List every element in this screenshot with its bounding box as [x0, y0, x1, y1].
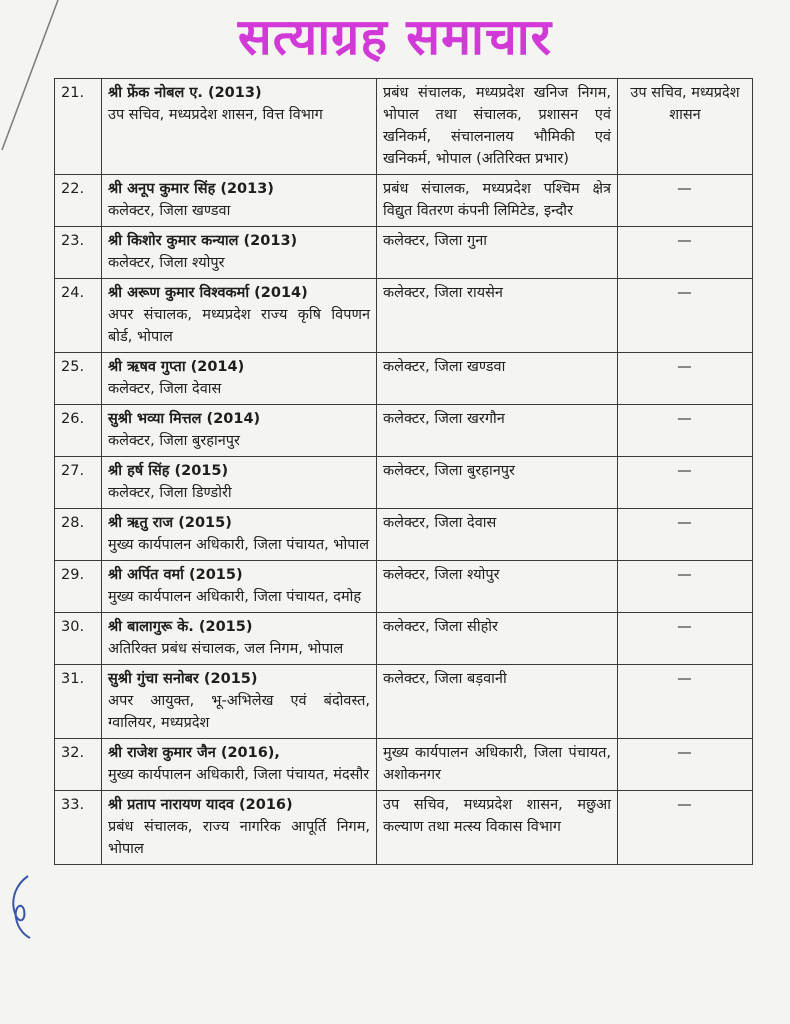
- new-posting: कलेक्टर, जिला गुना: [383, 233, 488, 249]
- serial-number-cell: [55, 279, 102, 353]
- remark: —: [677, 463, 693, 479]
- officer-name: श्री प्रताप नारायण यादव (2016): [108, 797, 293, 813]
- remark-cell: [618, 353, 753, 405]
- new-posting-cell: [377, 405, 618, 457]
- officer-cell: [102, 509, 377, 561]
- table-row: [55, 561, 753, 613]
- officer-cell: [102, 353, 377, 405]
- officer-name: श्री बालागुरू के. (2015): [108, 619, 253, 635]
- officer-cell: [102, 739, 377, 791]
- serial-number-cell: [55, 509, 102, 561]
- remark-cell: [618, 457, 753, 509]
- serial-number: 22.: [61, 181, 85, 197]
- officer-name: श्री ऋतु राज (2015): [108, 515, 232, 531]
- table-row: [55, 665, 753, 739]
- serial-number: 29.: [61, 567, 85, 583]
- officer-cell: [102, 175, 377, 227]
- page-title: सत्याग्रह समाचार: [237, 8, 553, 66]
- remark-cell: [618, 279, 753, 353]
- serial-number-cell: [55, 613, 102, 665]
- new-posting-cell: [377, 561, 618, 613]
- remark-cell: [618, 79, 753, 175]
- previous-posting: कलेक्टर, जिला बुरहानपुर: [108, 433, 240, 449]
- officer-name: श्री अर्पित वर्मा (2015): [108, 567, 243, 583]
- remark-cell: [618, 739, 753, 791]
- officer-name: श्री अरूण कुमार विश्वकर्मा (2014): [108, 285, 308, 301]
- previous-posting: मुख्य कार्यपालन अधिकारी, जिला पंचायत, भोपाल: [108, 537, 370, 553]
- table-row: [55, 405, 753, 457]
- new-posting: कलेक्टर, जिला बुरहानपुर: [383, 463, 515, 479]
- previous-posting: कलेक्टर, जिला डिण्डोरी: [108, 485, 232, 501]
- table-row: [55, 175, 753, 227]
- transfer-table: [54, 78, 752, 865]
- previous-posting: कलेक्टर, जिला देवास: [108, 381, 222, 397]
- table-row: [55, 353, 753, 405]
- remark-cell: [618, 175, 753, 227]
- new-posting-cell: [377, 665, 618, 739]
- officer-cell: [102, 561, 377, 613]
- serial-number-cell: [55, 561, 102, 613]
- remark-cell: [618, 227, 753, 279]
- remark-cell: [618, 665, 753, 739]
- new-posting-cell: [377, 79, 618, 175]
- remark: —: [677, 515, 693, 531]
- new-posting-cell: [377, 227, 618, 279]
- serial-number-cell: [55, 175, 102, 227]
- new-posting-cell: [377, 509, 618, 561]
- pen-mark-icon: [6, 872, 34, 942]
- new-posting: मुख्य कार्यपालन अधिकारी, जिला पंचायत, अशोकनगर: [383, 745, 611, 783]
- previous-posting: मुख्य कार्यपालन अधिकारी, जिला पंचायत, दमोह: [108, 589, 362, 605]
- remark: —: [677, 359, 693, 375]
- new-posting-cell: [377, 175, 618, 227]
- serial-number: 31.: [61, 671, 85, 687]
- officer-name: सुश्री गुंचा सनोबर (2015): [108, 671, 258, 687]
- previous-posting: अपर आयुक्त, भू-अभिलेख एवं बंदोवस्त, ग्वालियर, मध्यप्रदेश: [108, 693, 370, 731]
- previous-posting: अपर संचालक, मध्यप्रदेश राज्य कृषि विपणन बोर्ड, भोपाल: [108, 307, 370, 345]
- remark-cell: [618, 561, 753, 613]
- new-posting-cell: [377, 353, 618, 405]
- officer-cell: [102, 665, 377, 739]
- officer-name: श्री फ्रेंक नोबल ए. (2013): [108, 85, 262, 101]
- previous-posting: उप सचिव, मध्यप्रदेश शासन, वित्त विभाग: [108, 107, 323, 123]
- table-row: [55, 227, 753, 279]
- new-posting-cell: [377, 279, 618, 353]
- remark: —: [677, 567, 693, 583]
- previous-posting: कलेक्टर, जिला श्योपुर: [108, 255, 225, 271]
- serial-number: 27.: [61, 463, 85, 479]
- serial-number-cell: [55, 353, 102, 405]
- serial-number: 33.: [61, 797, 85, 813]
- officer-cell: [102, 405, 377, 457]
- remark: —: [677, 619, 693, 635]
- serial-number-cell: [55, 791, 102, 865]
- serial-number-cell: [55, 665, 102, 739]
- table-row: [55, 457, 753, 509]
- officer-cell: [102, 791, 377, 865]
- serial-number: 32.: [61, 745, 85, 761]
- new-posting: उप सचिव, मध्यप्रदेश शासन, मछुआ कल्याण तथा मत्स्य विकास विभाग: [383, 797, 611, 835]
- remark: उप सचिव, मध्यप्रदेश शासन: [630, 85, 740, 123]
- officer-name: श्री राजेश कुमार जैन (2016),: [108, 745, 280, 761]
- officer-name: श्री अनूप कुमार सिंह (2013): [108, 181, 274, 197]
- new-posting: कलेक्टर, जिला सीहोर: [383, 619, 498, 635]
- new-posting: कलेक्टर, जिला श्योपुर: [383, 567, 500, 583]
- remark-cell: [618, 791, 753, 865]
- table-row: [55, 509, 753, 561]
- previous-posting: कलेक्टर, जिला खण्डवा: [108, 203, 231, 219]
- officer-name: श्री हर्ष सिंह (2015): [108, 463, 229, 479]
- table-row: [55, 279, 753, 353]
- page-fold-line: [0, 0, 60, 150]
- new-posting: कलेक्टर, जिला बड़वानी: [383, 671, 507, 687]
- serial-number-cell: [55, 457, 102, 509]
- officer-cell: [102, 279, 377, 353]
- table-row: [55, 79, 753, 175]
- remark: —: [677, 233, 693, 249]
- remark: —: [677, 285, 693, 301]
- new-posting: कलेक्टर, जिला खण्डवा: [383, 359, 506, 375]
- new-posting: कलेक्टर, जिला देवास: [383, 515, 497, 531]
- new-posting: प्रबंध संचालक, मध्यप्रदेश खनिज निगम, भोपाल तथा संचालक, प्रशासन एवं खनिकर्म, संचालनालय भौमिकी एवं खनिकर्म, भोपाल (अतिरिक्त प्रभार): [383, 85, 611, 167]
- officer-name: श्री किशोर कुमार कन्याल (2013): [108, 233, 298, 249]
- serial-number-cell: [55, 227, 102, 279]
- serial-number: 28.: [61, 515, 85, 531]
- new-posting: कलेक्टर, जिला खरगौन: [383, 411, 505, 427]
- serial-number-cell: [55, 739, 102, 791]
- remark: —: [677, 745, 693, 761]
- remark-cell: [618, 509, 753, 561]
- previous-posting: अतिरिक्त प्रबंध संचालक, जल निगम, भोपाल: [108, 641, 344, 657]
- remark: —: [677, 797, 693, 813]
- remark-cell: [618, 613, 753, 665]
- remark: —: [677, 181, 693, 197]
- remark: —: [677, 671, 693, 687]
- serial-number-cell: [55, 79, 102, 175]
- serial-number-cell: [55, 405, 102, 457]
- new-posting-cell: [377, 791, 618, 865]
- new-posting-cell: [377, 613, 618, 665]
- serial-number: 24.: [61, 285, 85, 301]
- table-row: [55, 613, 753, 665]
- table-row: [55, 791, 753, 865]
- previous-posting: मुख्य कार्यपालन अधिकारी, जिला पंचायत, मंदसौर: [108, 767, 370, 783]
- officer-name: सुश्री भव्या मित्तल (2014): [108, 411, 261, 427]
- serial-number: 26.: [61, 411, 85, 427]
- new-posting-cell: [377, 739, 618, 791]
- officer-cell: [102, 457, 377, 509]
- serial-number: 30.: [61, 619, 85, 635]
- previous-posting: प्रबंध संचालक, राज्य नागरिक आपूर्ति निगम, भोपाल: [108, 819, 370, 857]
- new-posting: प्रबंध संचालक, मध्यप्रदेश पश्चिम क्षेत्र विद्युत वितरण कंपनी लिमिटेड, इन्दौर: [383, 181, 611, 219]
- new-posting: कलेक्टर, जिला रायसेन: [383, 285, 503, 301]
- officer-cell: [102, 227, 377, 279]
- remark: —: [677, 411, 693, 427]
- officer-name: श्री ऋषव गुप्ता (2014): [108, 359, 245, 375]
- header-banner: [0, 0, 790, 78]
- new-posting-cell: [377, 457, 618, 509]
- serial-number: 21.: [61, 85, 85, 101]
- officer-cell: [102, 613, 377, 665]
- remark-cell: [618, 405, 753, 457]
- serial-number: 23.: [61, 233, 85, 249]
- table-row: [55, 739, 753, 791]
- serial-number: 25.: [61, 359, 85, 375]
- table-body: [55, 79, 753, 865]
- officer-cell: [102, 79, 377, 175]
